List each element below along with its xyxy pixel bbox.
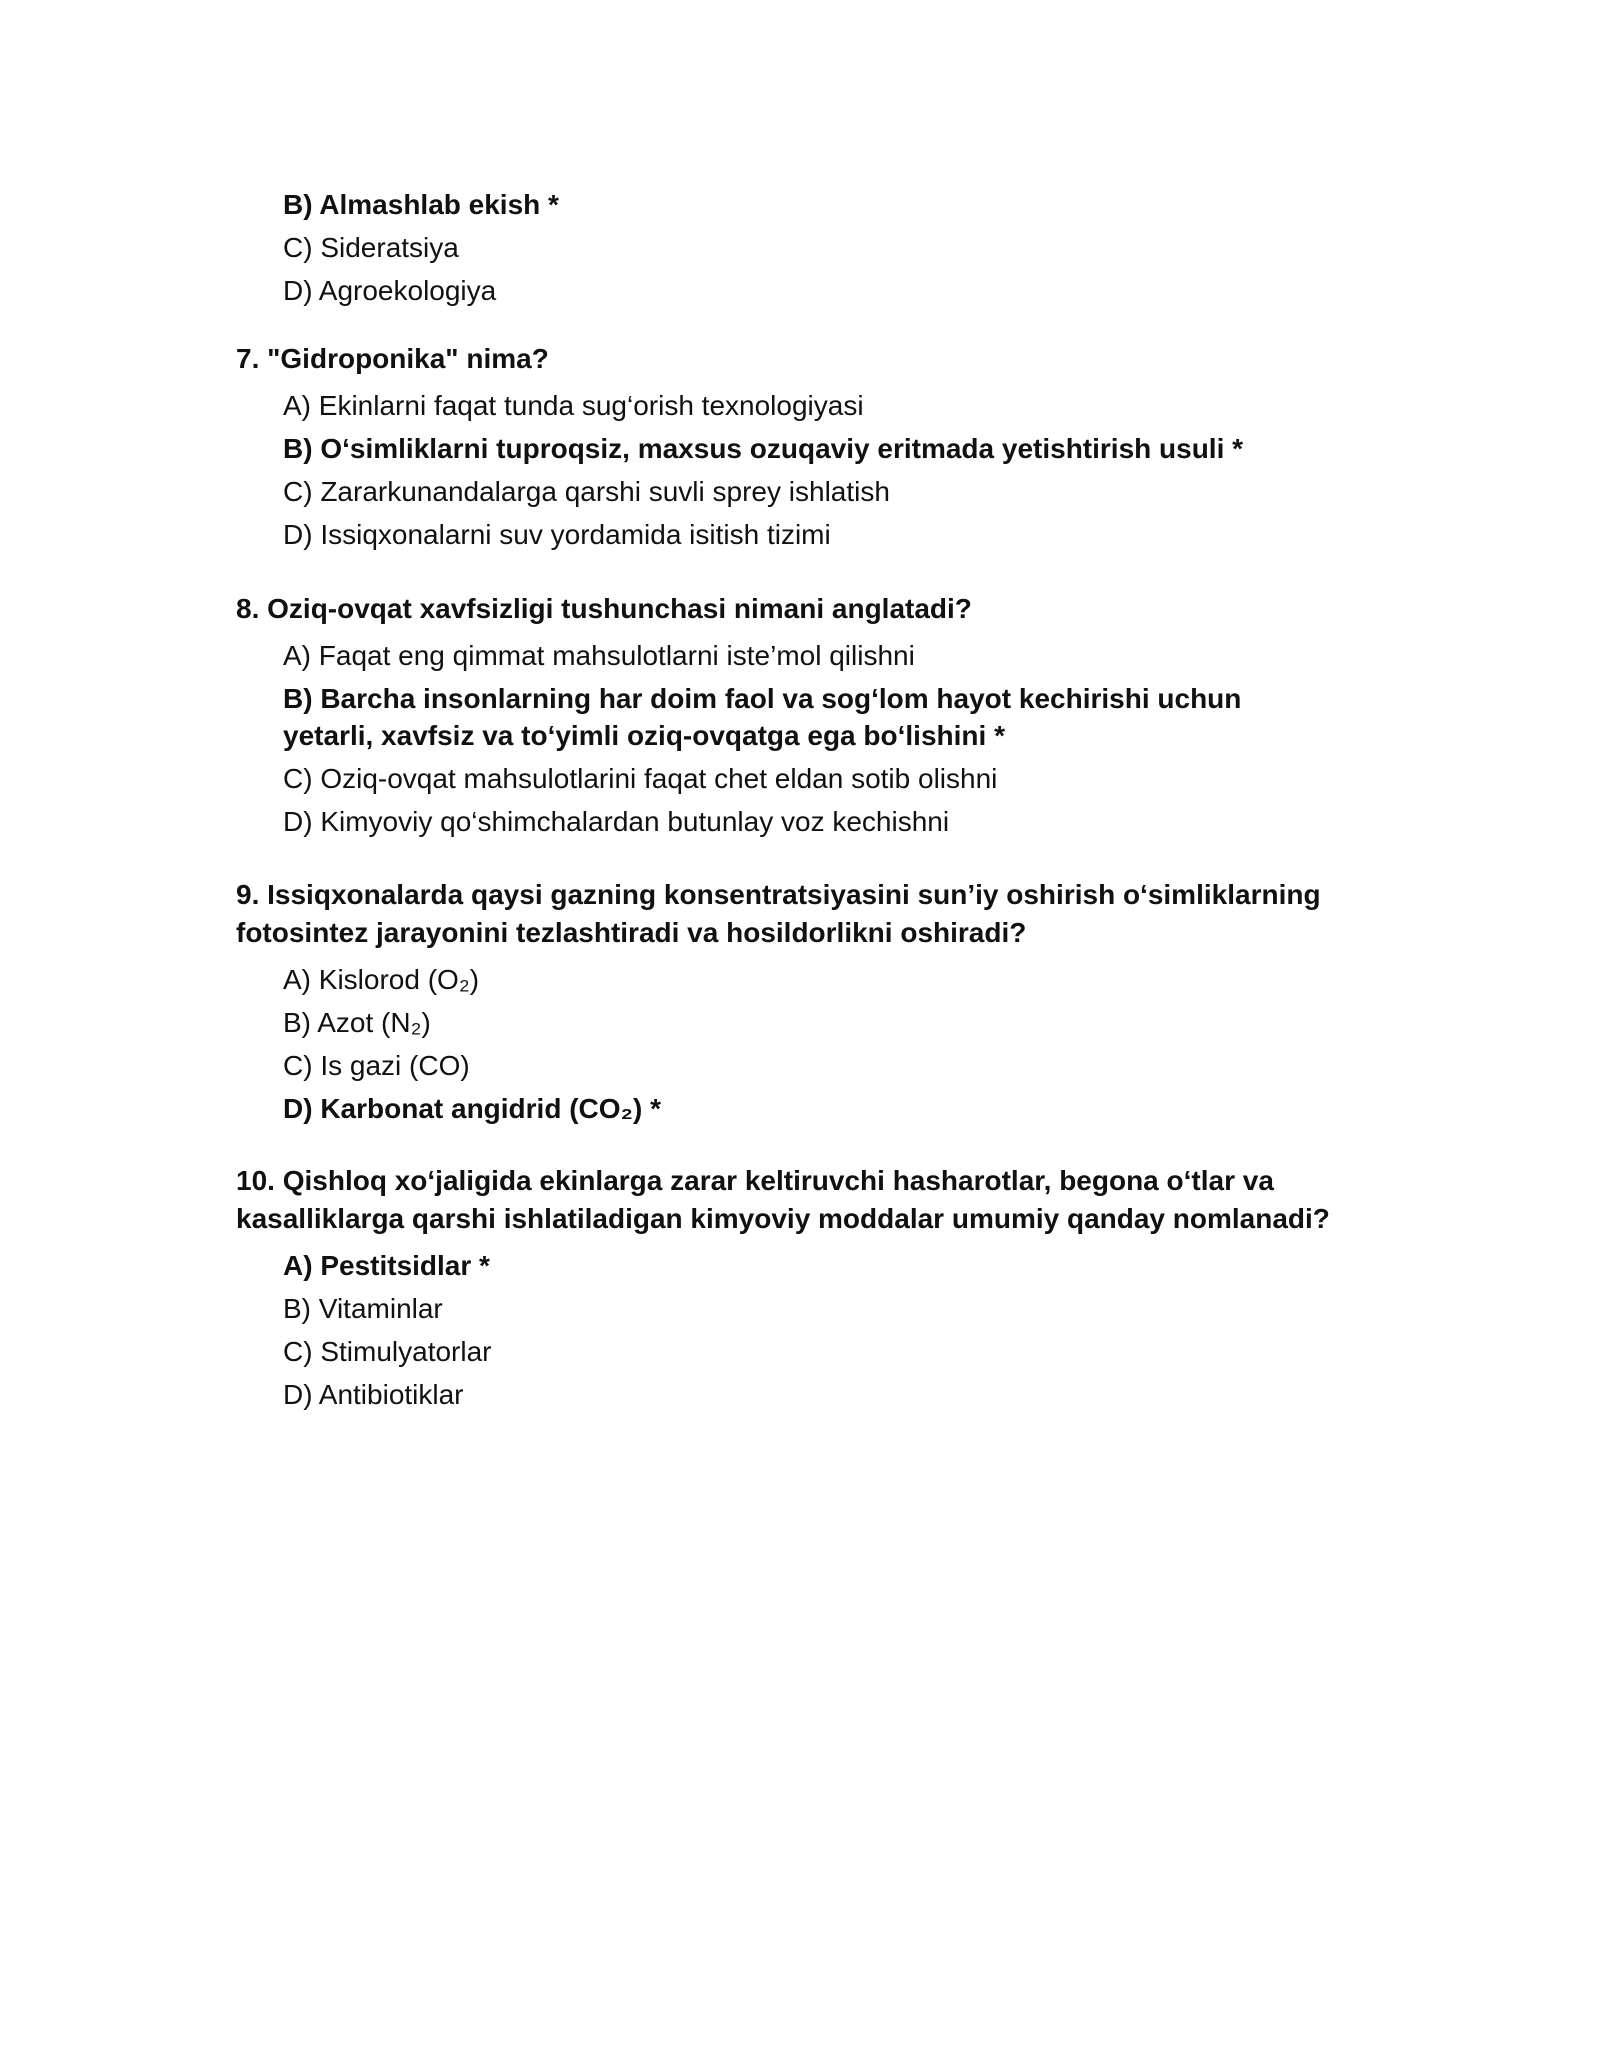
question-7-text: 7. "Gidroponika" nima? [236,343,549,374]
question-8-text: 8. Oziq-ovqat xavfsizligi tushunchasi nimani anglatadi? [236,593,972,624]
question-7-option-c: C) Zararkunandalarga qarshi suvli sprey ishlatish [283,476,890,507]
question-10-option-a: A) Pestitsidlar * [283,1250,490,1281]
question-9-option-d: D) Karbonat angidrid (CO₂) * [283,1093,661,1124]
question-8-options [236,637,1376,840]
question-6-option-b: B) Almashlab ekish * [283,189,559,220]
question-8 [236,590,1376,846]
question-9-option-a: A) Kislorod (O₂) [283,964,480,995]
question-8-option-b: B) Barcha insonlarning har doim faol va sog‘lom hayot kechirishi uchun yetarli, xavfsiz va to‘yimli oziq-ovqatga ega bo‘lishini * [283,683,1242,751]
question-8-option-c: C) Oziq-ovqat mahsulotlarini faqat chet eldan sotib olishni [283,763,998,794]
question-6-option-c: C) Sideratsiya [283,232,459,263]
question-9-option-b: B) Azot (N₂) [283,1007,431,1038]
question-6-continuation [236,186,1376,315]
question-7-option-d: D) Issiqxonalarni suv yordamida isitish tizimi [283,519,831,550]
question-8-option-d: D) Kimyoviy qo‘shimchalardan butunlay voz kechishni [283,806,950,837]
question-6-option-d: D) Agroekologiya [283,275,497,306]
question-10-option-d: D) Antibiotiklar [283,1379,464,1410]
question-9 [236,876,1376,1133]
question-10-option-b: B) Vitaminlar [283,1293,443,1324]
question-9-option-c: C) Is gazi (CO) [283,1050,470,1081]
question-8-option-a: A) Faqat eng qimmat mahsulotlarni iste’mol qilishni [283,640,915,671]
question-10 [236,1162,1376,1419]
question-10-option-c: C) Stimulyatorlar [283,1336,492,1367]
question-7 [236,340,1376,559]
question-10-text: 10. Qishloq xo‘jaligida ekinlarga zarar keltiruvchi hasharotlar, begona o‘tlar va kasalliklarga qarshi ishlatiladigan kimyoviy moddalar umumiy qanday nomlanadi? [236,1165,1330,1234]
question-6-options [236,186,1376,309]
question-7-options [236,387,1376,553]
question-9-text: 9. Issiqxonalarda qaysi gazning konsentratsiyasini sun’iy oshirish o‘simliklarning fotosintez jarayonini tezlashtiradi va hosildorlikni oshiradi? [236,879,1321,948]
question-10-options [236,1247,1376,1413]
question-7-option-b: B) O‘simliklarni tuproqsiz, maxsus ozuqaviy eritmada yetishtirish usuli * [283,433,1244,464]
question-7-option-a: A) Ekinlarni faqat tunda sug‘orish texnologiyasi [283,390,864,421]
question-9-options [236,961,1376,1127]
